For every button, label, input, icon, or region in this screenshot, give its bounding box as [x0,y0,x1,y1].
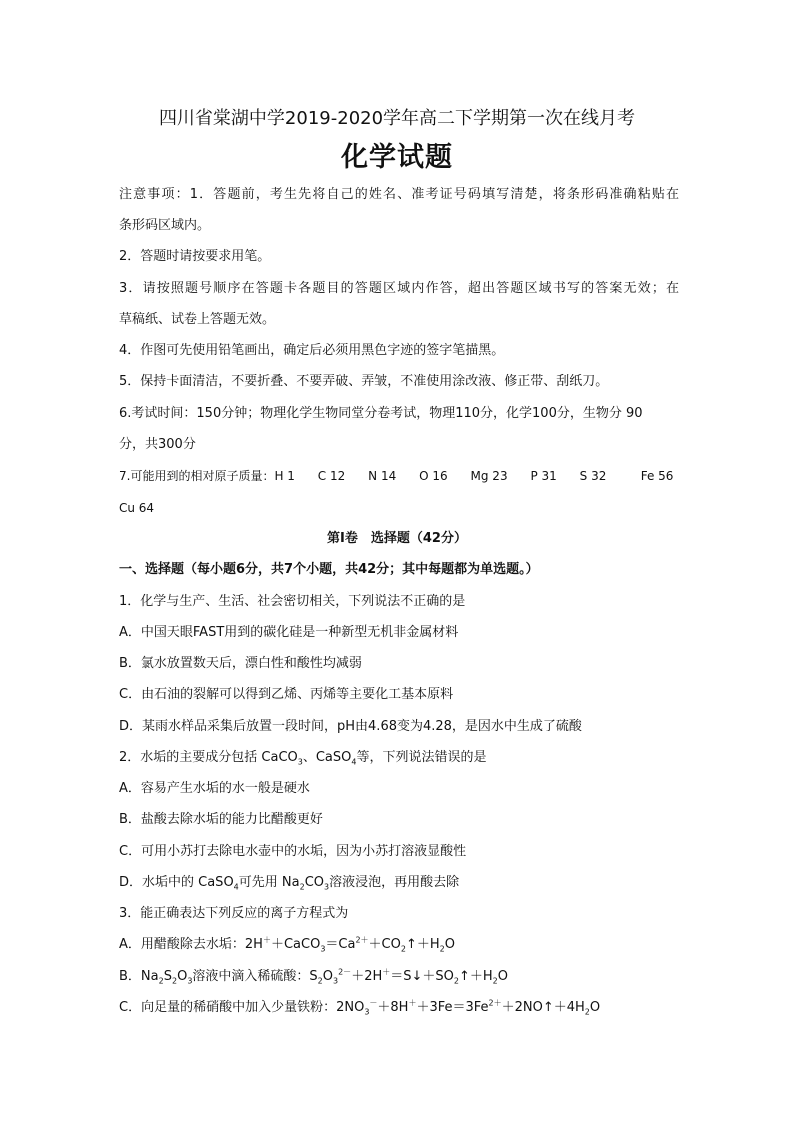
note-3-line-2: 草稿纸、试卷上答题无效。 [119,312,276,327]
note-4: 4．作图可先使用铅笔画出，确定后必须用黑色字迹的签字笔描黑。 [119,343,505,358]
section-heading: 第Ⅰ卷 选择题（42分） [327,531,467,546]
exam-title: 四川省棠湖中学2019-2020学年高二下学期第一次在线月考 [158,108,636,129]
q3-stem: 3．能正确表达下列反应的离子方程式为 [119,906,349,921]
note-7-line-1: 7.可能用到的相对原子质量：H 1 C 12 N 14 O 16 Mg 23 P 31 S 32 Fe 56 [119,469,674,483]
note-3-line-1: 3．请按照题号顺序在答题卡各题目的答题区域内作答，超出答题区域书写的答案无效；在 [119,281,679,296]
q1-option-c: C．由石油的裂解可以得到乙烯、丙烯等主要化工基本原料 [119,687,454,702]
q3-option-c: C．向足量的稀硝酸中加入少量铁粉：$2NO_3^-+8H^++3Fe=3Fe^{2+}+2NO↑+4H_2O$ [119,998,601,1017]
part-heading: 一、选择题（每小题6分，共7个小题，共42分；其中每题都为单选题。） [119,562,539,577]
note-7-line-2: Cu 64 [119,501,155,515]
note-1-line-1: 注意事项：1．答题前，考生先将自己的姓名、准考证号码填写清楚，将条形码准确粘贴在 [119,187,679,202]
note-6-line-1: 6.考试时间：150分钟；物理化学生物同堂分卷考试，物理110分，化学100分，生物分 90 [119,406,643,421]
subject-title: 化学试题 [341,142,453,173]
q1-option-b: B．氯水放置数天后，漂白性和酸性均减弱 [119,656,362,671]
q3-option-b: B．$Na_2S_2O_3$溶液中滴入稀硫酸：$S_2O_3^{2-}+2H^+=S↓+SO_2↑+H_2O$ [119,967,508,986]
q1-option-a: A．中国天眼FAST用到的碳化硅是一种新型无机非金属材料 [119,625,459,640]
q2-stem: 2．水垢的主要成分包括 CaCO$_3$、CaSO$_4$等，下列说法错误的是 [119,750,487,767]
q1-stem: 1．化学与生产、生活、社会密切相关，下列说法不正确的是 [119,594,466,609]
note-2: 2．答题时请按要求用笔。 [119,249,271,264]
q1-option-d: D．某雨水样品采集后放置一段时间，pH由4.68变为4.28，是因水中生成了硫酸 [119,719,582,734]
note-5: 5．保持卡面清洁，不要折叠、不要弄破、弄皱，不准使用涂改液、修正带、刮纸刀。 [119,374,609,389]
q2-option-c: C．可用小苏打去除电水壶中的水垢，因为小苏打溶液显酸性 [119,844,467,859]
q3-option-a: A．用醋酸除去水垢：$2H^++CaCO_3=Ca^{2+}+CO_2↑+H_2O$ [119,935,455,954]
note-1-line-2: 条形码区域内。 [119,218,211,233]
q2-option-d: D．水垢中的 CaSO$_4$可先用 $Na_2CO_3$溶液浸泡，再用酸去除 [119,875,460,892]
note-6-line-2: 分，共300分 [119,437,196,452]
q2-option-b: B．盐酸去除水垢的能力比醋酸更好 [119,812,323,827]
q2-option-a: A．容易产生水垢的水一般是硬水 [119,781,310,796]
